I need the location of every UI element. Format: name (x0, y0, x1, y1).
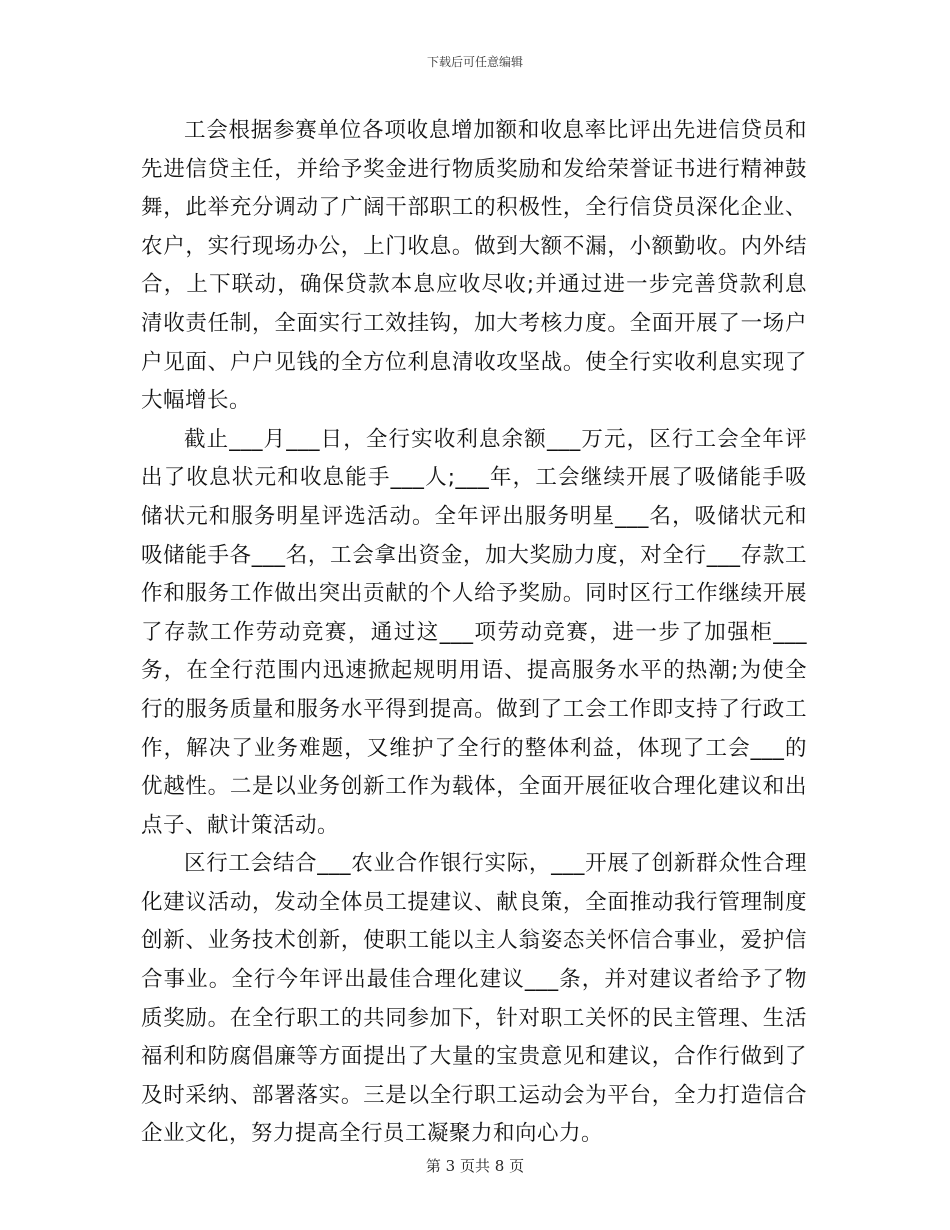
page-number-footer: 第 3 页共 8 页 (425, 1157, 525, 1175)
paragraph-2: 截止___月___日，全行实收利息余额___万元，区行工会全年评出了收息状元和收息能手___人;___年，工会继续开展了吸储能手吸储状元和服务明星评选活动。全年评出服务明星___名，吸储状元和吸储能手各___名，工会拿出资金，加大奖励力度，对全行___存款工作和服务工作做出突出贡献的个人给予奖励。同时区行工作继续开展了存款工作劳动竞赛，通过这___项劳动竞赛，进一步了加强柜___务，在全行范围内迅速掀起规明用语、提高服务水平的热潮;为使全行的服务质量和服务水平得到提高。做到了工会工作即支持了行政工作，解决了业务难题，又维护了全行的整体利益，体现了工会___的优越性。二是以业务创新工作为载体，全面开展征收合理化建议和出点子、献计策活动。 (141, 426, 807, 838)
page-header: 下载后可任意编辑 (426, 55, 523, 69)
paragraph-3: 区行工会结合___农业合作银行实际，___开展了创新群众性合理化建议活动，发动全体员工提建议、献良策，全面推动我行管理制度创新、业务技术创新，使职工能以主人翁姿态关怀信合事业，爱护信合事业。全行今年评出最佳合理化建议___条，并对建议者给予了物质奖励。在全行职工的共同参加下，针对职工关怀的民主管理、生活福利和防腐倡廉等方面提出了大量的宝贵意见和建议，合作行做到了及时采纳、部署落实。三是以全行职工运动会为平台，全力打造信合企业文化，努力提高全行员工凝聚力和向心力。 (141, 851, 807, 1147)
paragraph-1: 工会根据参赛单位各项收息增加额和收息率比评出先进信贷员和先进信贷主任，并给予奖金进行物质奖励和发给荣誉证书进行精神鼓舞，此举充分调动了广阔干部职工的积极性，全行信贷员深化企业、农户，实行现场办公，上门收息。做到大额不漏，小额勤收。内外结合，上下联动，确保贷款本息应收尽收;并通过进一步完善贷款利息清收责任制，全面实行工效挂钩，加大考核力度。全面开展了一场户户见面、户户见钱的全方位利息清收攻坚战。使全行实收利息实现了大幅增长。 (141, 118, 807, 414)
document-body (141, 112, 807, 1154)
